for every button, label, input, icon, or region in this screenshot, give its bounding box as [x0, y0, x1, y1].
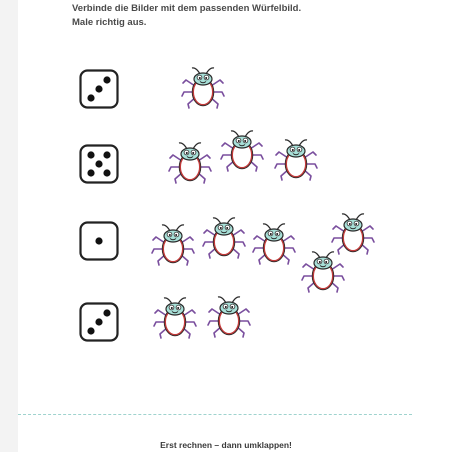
die-pip: [103, 76, 110, 83]
instruction-line-2: Male richtig aus.: [72, 17, 147, 28]
die-pip: [87, 94, 94, 101]
die-pip: [87, 151, 94, 158]
die-one[interactable]: [79, 221, 119, 261]
instructions: [72, 2, 301, 30]
bug-icon[interactable]: [167, 139, 213, 185]
bug-icon[interactable]: [201, 214, 247, 260]
die-three-second[interactable]: [79, 302, 119, 342]
die-five[interactable]: [79, 144, 119, 184]
footer-text: Erst rechnen – dann umklappen!: [160, 440, 292, 450]
die-pip: [103, 309, 110, 316]
fold-line: [18, 414, 412, 415]
bug-icon[interactable]: [330, 210, 376, 256]
bug-icon[interactable]: [180, 64, 226, 110]
die-pip: [95, 318, 102, 325]
instruction-line-1: Verbinde die Bilder mit dem passenden Würfelbild.: [72, 3, 302, 14]
die-pip: [95, 85, 102, 92]
bug-icon[interactable]: [251, 220, 297, 266]
die-pip: [95, 237, 102, 244]
die-pip: [95, 160, 102, 167]
die-pip: [103, 169, 110, 176]
bug-icon[interactable]: [273, 136, 319, 182]
die-three[interactable]: [79, 69, 119, 109]
bug-icon[interactable]: [152, 294, 198, 340]
die-pip: [103, 151, 110, 158]
die-pip: [87, 327, 94, 334]
die-pip: [87, 169, 94, 176]
bug-icon[interactable]: [219, 127, 265, 173]
bug-icon[interactable]: [206, 293, 252, 339]
bug-icon[interactable]: [150, 221, 196, 267]
page-edge: [0, 0, 18, 452]
